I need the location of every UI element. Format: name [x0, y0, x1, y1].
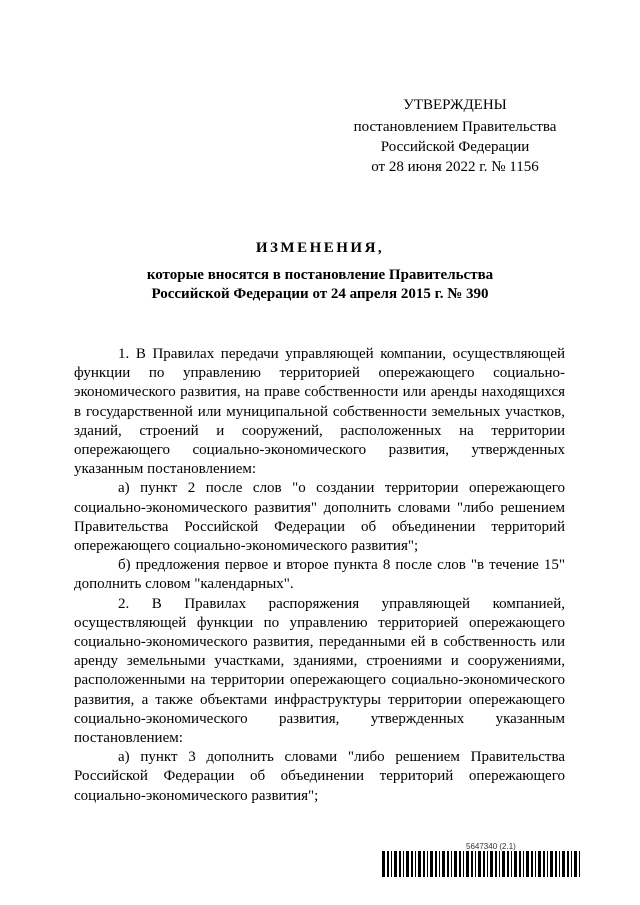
document-code: 5647340 (2.1) [466, 842, 516, 851]
document-body [74, 345, 565, 806]
paragraph: б) предложения первое и второе пункта 8 после слов "в течение 15" дополнить словом "календарных". [74, 557, 565, 593]
approval-line: постановлением Правительства [353, 119, 557, 135]
approval-block [330, 95, 580, 177]
approval-line: от 28 июня 2022 г. № 1156 [371, 159, 539, 175]
approval-heading: УТВЕРЖДЕНЫ [403, 97, 507, 113]
barcode-icon [382, 851, 580, 877]
approval-line: Российской Федерации [380, 139, 530, 155]
paragraph: а) пункт 3 дополнить словами "либо решением Правительства Российской Федерации об объединении территорий опережающего социально-экономического развития"; [74, 749, 565, 804]
subtitle-line: Российской Федерации от 24 апреля 2015 г. № 390 [151, 286, 489, 302]
subtitle-line: которые вносятся в постановление Правительства [146, 267, 494, 283]
document-title: ИЗМЕНЕНИЯ, [255, 240, 385, 256]
document-subtitle [80, 266, 560, 304]
paragraph: а) пункт 2 после слов "о создании территории опережающего социально-экономического развития" дополнить словами "либо решением Правительства Российской Федерации об объединении территорий опережающего социально-экономического развития"; [74, 480, 565, 555]
paragraph: 2. В Правилах распоряжения управляющей компанией, осуществляющей функции по управлению территорией опережающего социально-экономического развития, переданными ей в собственность или аренду земельными участками, зданиями, строениями и сооружениями, расположенными на территории опережающего социально-экономического развития, а также объектами инфраструктуры территории опережающего социально-экономического развития, утвержденных указанным постановлением: [74, 595, 565, 747]
paragraph: 1. В Правилах передачи управляющей компании, осуществляющей функции по управлению территорией опережающего социально-экономического развития, на праве собственности или аренды находящихся в государственной или муниципальной собственности земельных участков, зданий, строений и сооружений, расположенных на территории опережающего социально-экономического развития, утвержденных указанным постановлением: [74, 346, 565, 478]
